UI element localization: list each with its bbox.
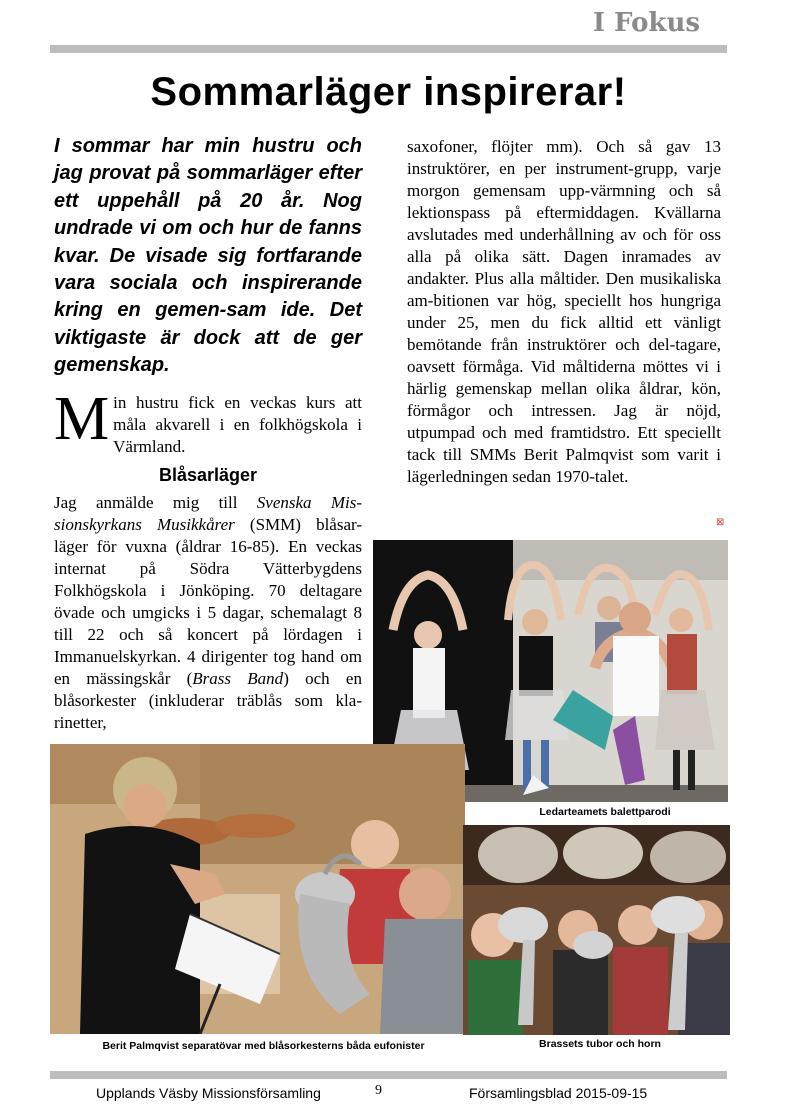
footer-publication: Församlingsblad 2015-09-15: [469, 1085, 648, 1101]
subheading: Blåsarläger: [158, 465, 258, 485]
top-rule: [50, 45, 727, 53]
page-number: 9: [375, 1083, 382, 1098]
broken-image-icon: ⊠: [716, 517, 725, 528]
intro-paragraph: [54, 385, 362, 458]
intro-text: in hustru fick en veckas kurs att måla akvarell i en folkhögskola i Värmland.: [113, 393, 362, 456]
italic-org-name: Svenska Mis-sionskyrkans Musikkårer: [54, 493, 362, 534]
euphonium-photo-illustration: [50, 744, 465, 1034]
footer-organization: Upplands Väsby Missionsförsamling: [96, 1085, 321, 1101]
article-title: Sommarläger inspirerar!: [150, 70, 627, 114]
body-paragraph-2: saxofoner, flöjter mm). Och så gav 13 instruktörer, en per instrument-grupp, varje morgon gemensam upp-värmning och så lektionspass på eftermiddagen. Kvällarna avslutades med underhållning av och för oss alla på olika sätt. Dagen inramades av andakter. Plus alla måltider. Den musikaliska am-bitionen var hög, speciellt hos hungriga under 25, men du fick alltid ett vänligt bemötande från instruktörer och del-tagare, oavsett förmåga. Vid måltiderna möttes vi i härlig gemenskap mellan olika åldrar, kön, förmågor och intressen. Jag är nöjd, utpumpad och med framtidstro. Ett speciellt tack till SMMs Berit Palmqvist som varit i lägerledningen sedan 1970-talet.: [407, 137, 721, 486]
lead-paragraph: I sommar har min hustru och jag provat på sommarläger efter ett uppehåll på 20 år. Nog undrade vi om och hur de fanns kvar. De visade sig fortfarande vara sociala och inspirerande kring en gemen-sam ide. Det viktigaste är dock att de ger gemenskap.: [54, 135, 362, 377]
photo-euphonium-practice: [50, 744, 465, 1034]
photo-brass-section: [463, 825, 730, 1035]
section-label: I Fokus: [592, 8, 700, 38]
brass-photo-illustration: [463, 825, 730, 1035]
body-paragraph-1: Jag anmälde mig till Svenska Mis-sionskyrkans Musikkårer (SMM) blåsar-läger för vuxna (åldrar 16-85). En veckas internat på Södra Vätterbygdens Folkhögskola i Jönköping. 70 deltagare övade och umgicks i 5 dagar, schemalagt 8 till 22 och så koncert på lördagen i Immanuelskyrkan. 4 dirigenter tog hand om en mässingskår (Brass Band) och en blåsorkester (inkluderar träblås som kla-rinetter,: [54, 493, 362, 732]
italic-brass-band: Brass Band: [192, 669, 284, 688]
caption-brass: Brassets tubor och horn: [539, 1038, 661, 1050]
caption-euphonium: Berit Palmqvist separatövar med blåsorkesterns båda eufonister: [102, 1040, 425, 1052]
caption-ballet: Ledarteamets balettparodi: [539, 806, 671, 818]
drop-cap: M: [54, 385, 110, 453]
bottom-rule: [50, 1071, 727, 1079]
